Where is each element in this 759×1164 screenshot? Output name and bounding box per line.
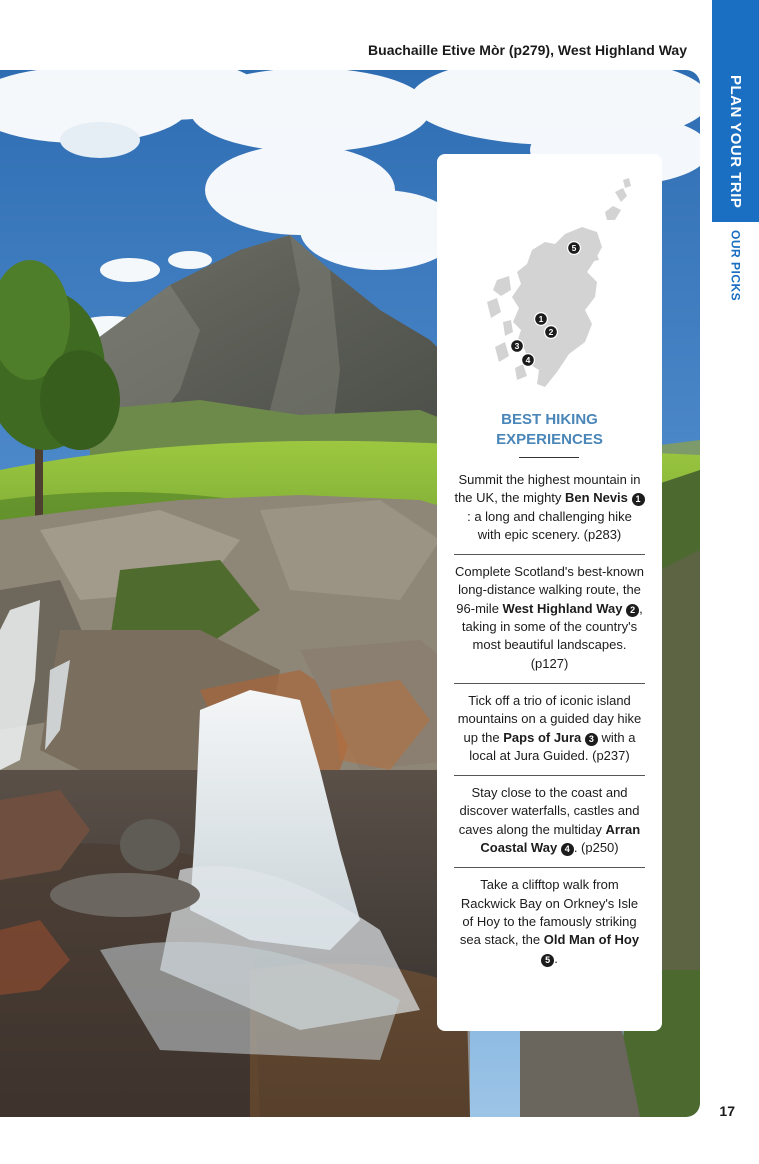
map-marker-4	[521, 353, 535, 367]
section-tab-label: PLAN YOUR TRIP	[727, 74, 744, 208]
item-number-badge: 4	[561, 843, 574, 856]
svg-text:5: 5	[571, 243, 577, 254]
item-number-badge: 3	[585, 733, 598, 746]
subsection-label-wrap	[712, 230, 759, 301]
panel-heading-line-1: BEST HIKING	[501, 411, 598, 428]
svg-text:3: 3	[514, 341, 520, 352]
map-marker-5	[567, 241, 581, 255]
item-text: , taking in some of the country's most beautiful landscapes. (p127)	[461, 600, 643, 671]
item-text: with a local at Jura Guided. (p237)	[469, 729, 636, 763]
panel-heading	[437, 410, 662, 450]
item-text: . (p250)	[573, 840, 619, 856]
list-item	[454, 555, 645, 684]
item-number-badge: 1	[632, 493, 645, 506]
subsection-label: OUR PICKS	[728, 230, 743, 302]
map-marker-1	[534, 312, 548, 326]
item-place-name: West Highland Way	[502, 600, 623, 616]
svg-text:4: 4	[525, 355, 531, 366]
photo-caption: Buachaille Etive Mòr (p279), West Highland Way	[368, 42, 687, 58]
panel-heading-line-2: EXPERIENCES	[496, 431, 603, 448]
svg-text:2: 2	[548, 327, 554, 338]
list-item	[454, 468, 645, 555]
item-place-name: Paps of Jura	[503, 729, 582, 745]
item-place-name: Arran Coastal Way	[480, 821, 641, 856]
item-number-badge: 5	[541, 954, 554, 967]
picks-panel	[437, 154, 662, 1031]
item-text: .	[554, 950, 558, 966]
list-item	[454, 868, 645, 977]
heading-divider	[519, 457, 579, 458]
item-number-badge: 2	[626, 604, 639, 617]
list-item	[454, 684, 645, 776]
section-tab-label-wrap	[712, 0, 759, 222]
item-place-name: Old Man of Hoy	[543, 932, 640, 948]
map-marker-3	[510, 339, 524, 353]
item-text: Complete Scotland's best-known long-distance walking route, the 96-mile	[455, 564, 644, 616]
page-number: 17	[719, 1103, 735, 1119]
picks-list	[454, 468, 645, 978]
scotland-map	[437, 172, 662, 392]
item-text: : a long and challenging hike with epic scenery. (p283)	[467, 508, 632, 542]
item-text: Stay close to the coast and discover waterfalls, castles and caves along the multiday	[458, 785, 640, 837]
item-place-name: Ben Nevis	[565, 490, 628, 506]
svg-text:1: 1	[538, 314, 544, 325]
item-text: Summit the highest mountain in the UK, the mighty	[454, 472, 641, 506]
item-text: Take a clifftop walk from Rackwick Bay on Orkney's Isle of Hoy to the famously striking sea stack, the	[459, 877, 639, 948]
list-item	[454, 776, 645, 868]
map-marker-2	[544, 325, 558, 339]
item-text: Tick off a trio of iconic island mountains on a guided day hike up the	[457, 692, 642, 745]
